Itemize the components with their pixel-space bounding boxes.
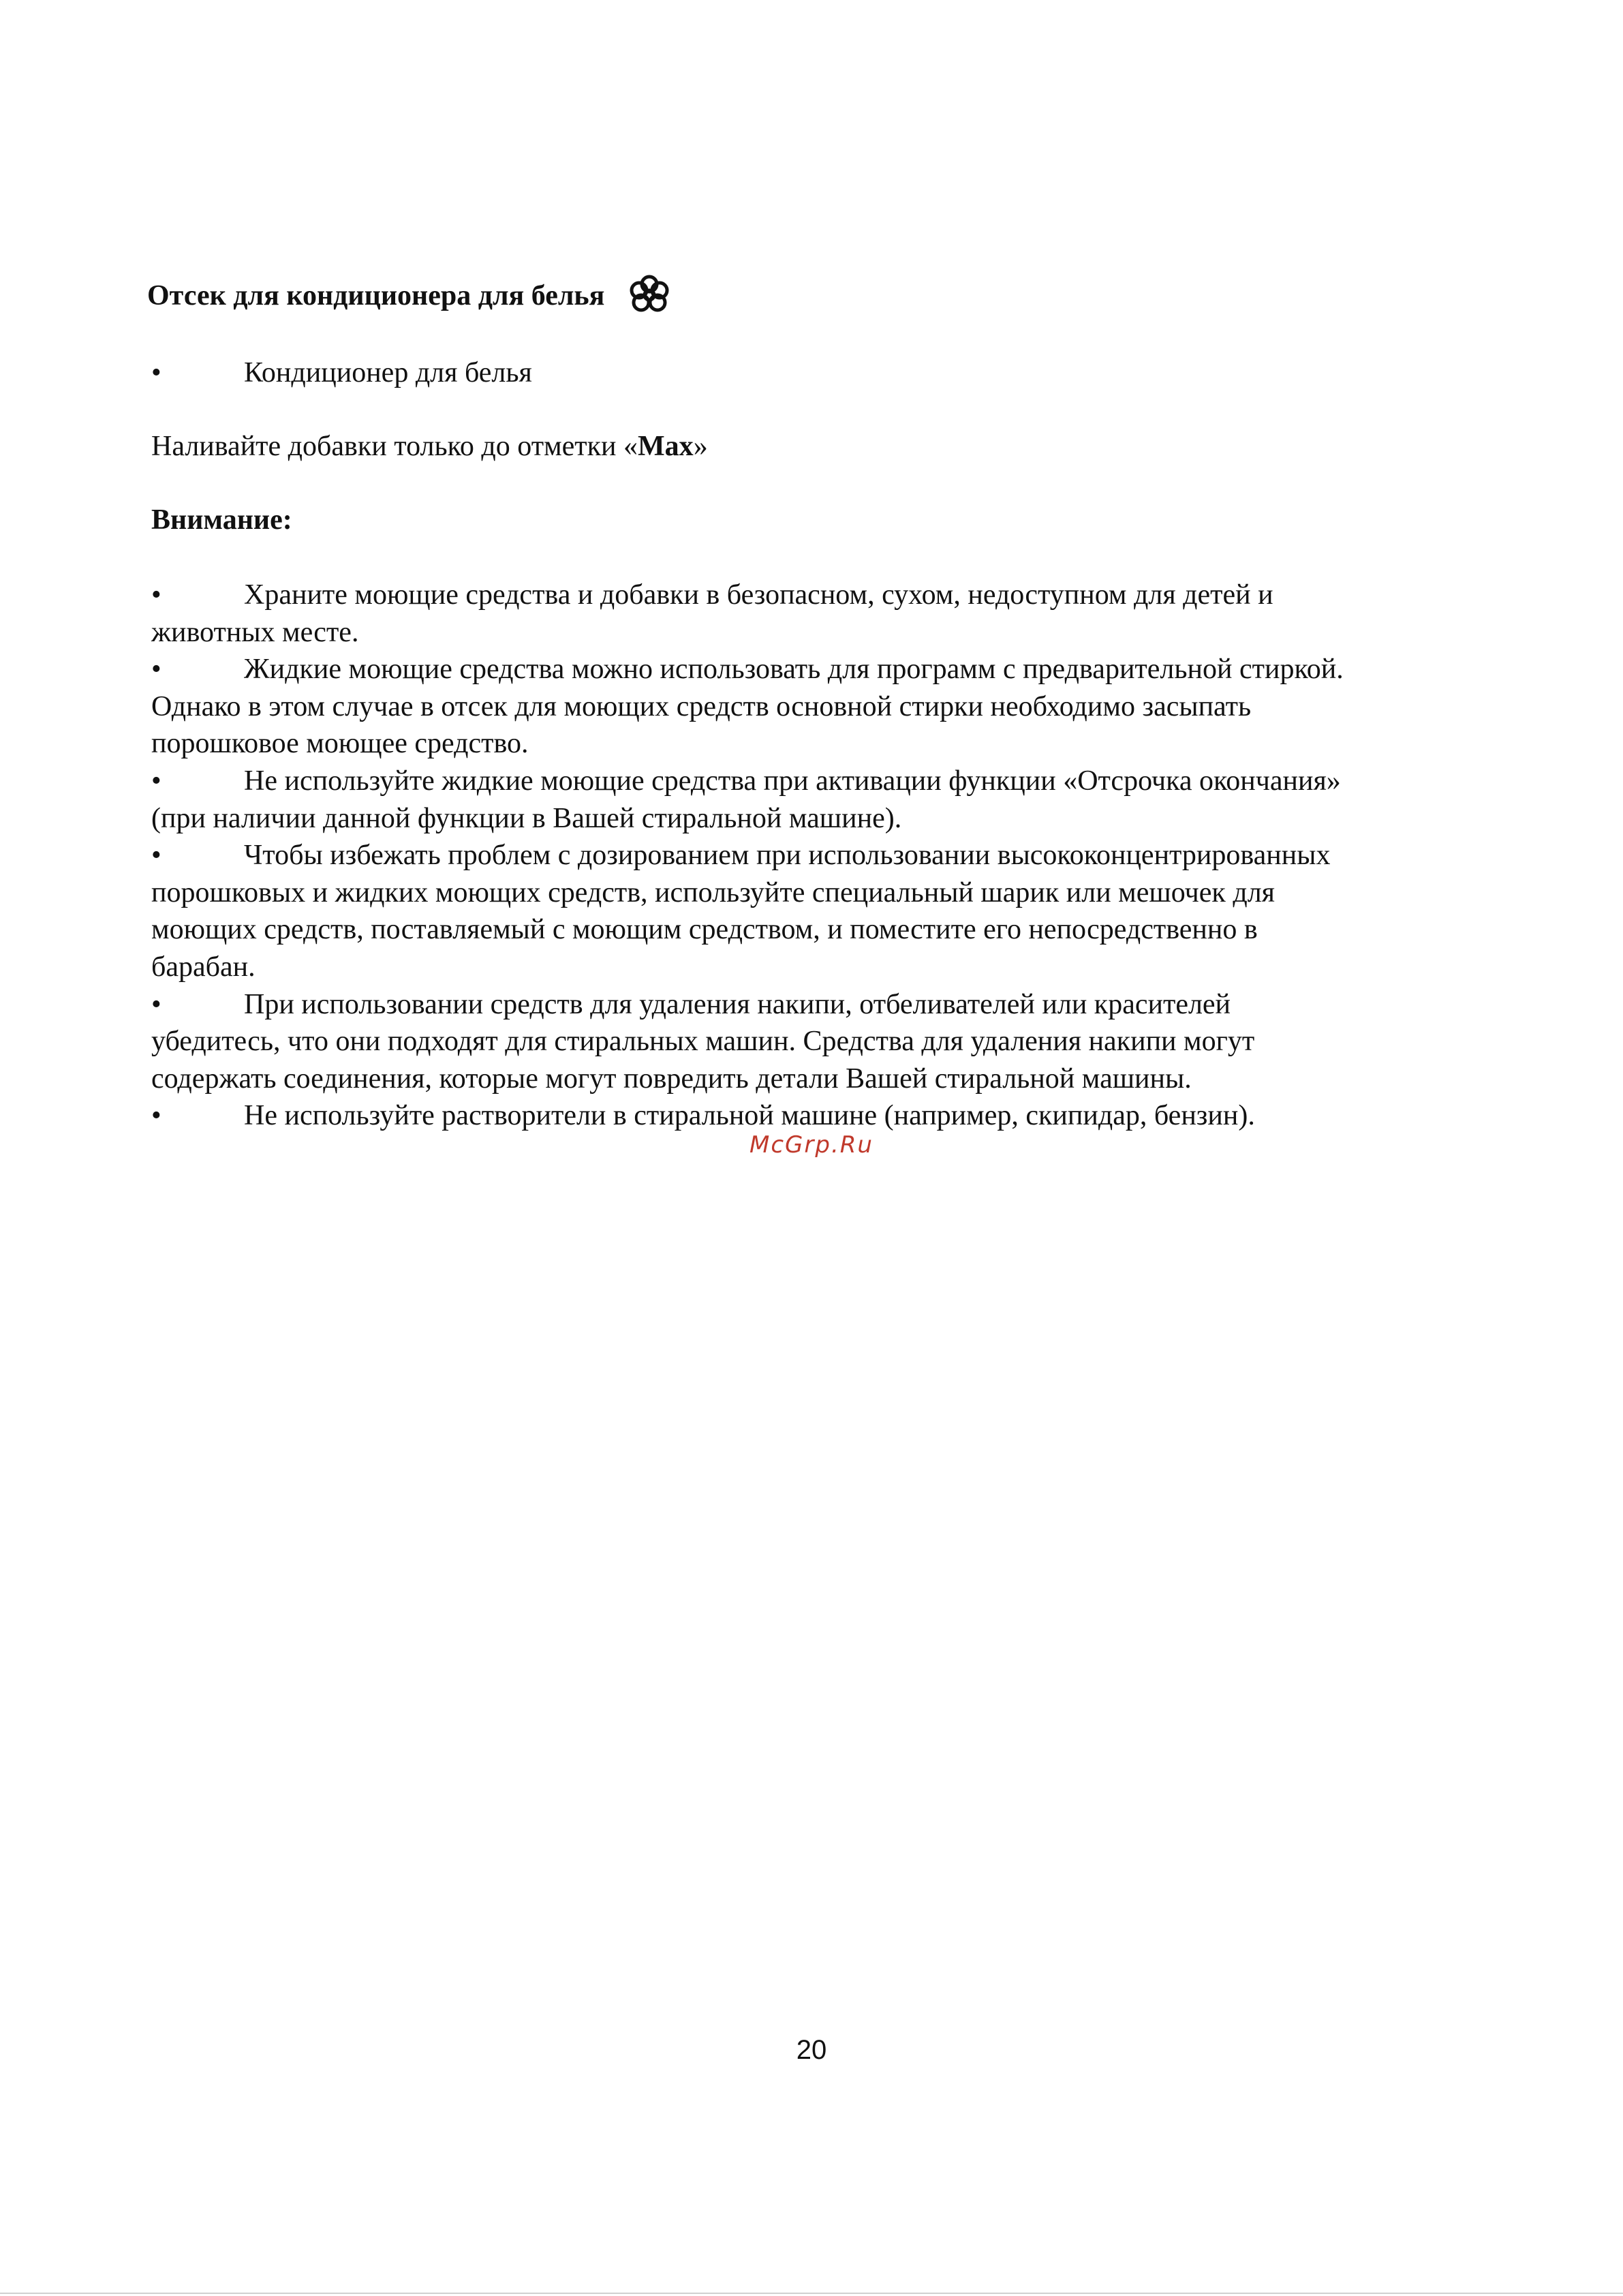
fill-note [151,428,708,465]
list-item-text: (при наличии данной функции в Вашей стиральной машине). [151,803,902,834]
fill-note-suffix: » [693,431,708,462]
list-item-text: животных месте. [151,617,359,648]
list-item-text: Чтобы избежать проблем с дозированием при использовании высококонцентрированных [244,840,1331,871]
list-item-continuation [151,614,358,651]
fill-note-max: Max [638,431,694,462]
list-item-text: порошковых и жидких моющих средств, используйте специальный шарик или мешочек для [151,877,1275,908]
bullet: • [151,357,161,388]
list-item-text: При использовании средств для удаления накипи, отбеливателей или красителей [244,989,1231,1020]
list-item-text: Однако в этом случае в отсек для моющих средств основной стирки необходимо засыпать [151,691,1252,722]
list-item [151,577,1273,613]
list-item [151,651,1344,688]
list-item-text: Кондиционер для белья [244,357,532,388]
list-item [151,986,1231,1023]
list-item-text: Не используйте жидкие моющие средства при активации функции «Отсрочка окончания» [244,765,1341,797]
section-title: Отсек для кондиционера для белья [147,280,605,311]
bullet: • [151,840,161,871]
list-item-continuation [151,1060,1192,1097]
bullet: • [151,989,161,1020]
list-item-continuation [151,949,256,985]
bullet: • [151,654,161,685]
watermark: McGrp.Ru [749,1131,874,1159]
bottom-rule [0,2293,1623,2294]
list-item-continuation [151,688,1251,725]
list-item-text: порошковое моющее средство. [151,728,529,759]
page-number: 20 [796,2035,827,2065]
list-item [151,1097,1255,1134]
list-item-text: моющих средств, поставляемый с моющим средством, и поместите его непосредственно в [151,914,1258,945]
flower-icon [623,270,675,322]
list-item-continuation [151,1023,1254,1060]
list-item-text: убедитесь, что они подходят для стиральных машин. Средства для удаления накипи могут [151,1026,1255,1057]
list-item-continuation [151,800,901,837]
list-item-text: Жидкие моющие средства можно использовать для программ с предварительной стиркой. [244,654,1344,685]
list-item-text: Не используйте растворители в стиральной машине (например, скипидар, бензин). [244,1100,1255,1131]
list-item-text: содержать соединения, которые могут повредить детали Вашей стиральной машины. [151,1063,1192,1095]
list-item-continuation [151,874,1275,911]
attention-label: Внимание: [151,504,292,536]
section-heading [147,270,675,322]
list-item [151,354,1487,391]
list-item [151,763,1341,799]
list-item-text: Храните моющие средства и добавки в безопасном, сухом, недоступном для детей и [244,579,1273,611]
fill-note-prefix: Наливайте добавки только до отметки « [151,431,638,462]
list-item-text: барабан. [151,951,256,983]
bullet: • [151,765,161,797]
bullet: • [151,1100,161,1131]
list-item-continuation [151,725,529,762]
list-item-continuation [151,911,1258,948]
bullet: • [151,579,161,611]
list-item [151,837,1330,874]
